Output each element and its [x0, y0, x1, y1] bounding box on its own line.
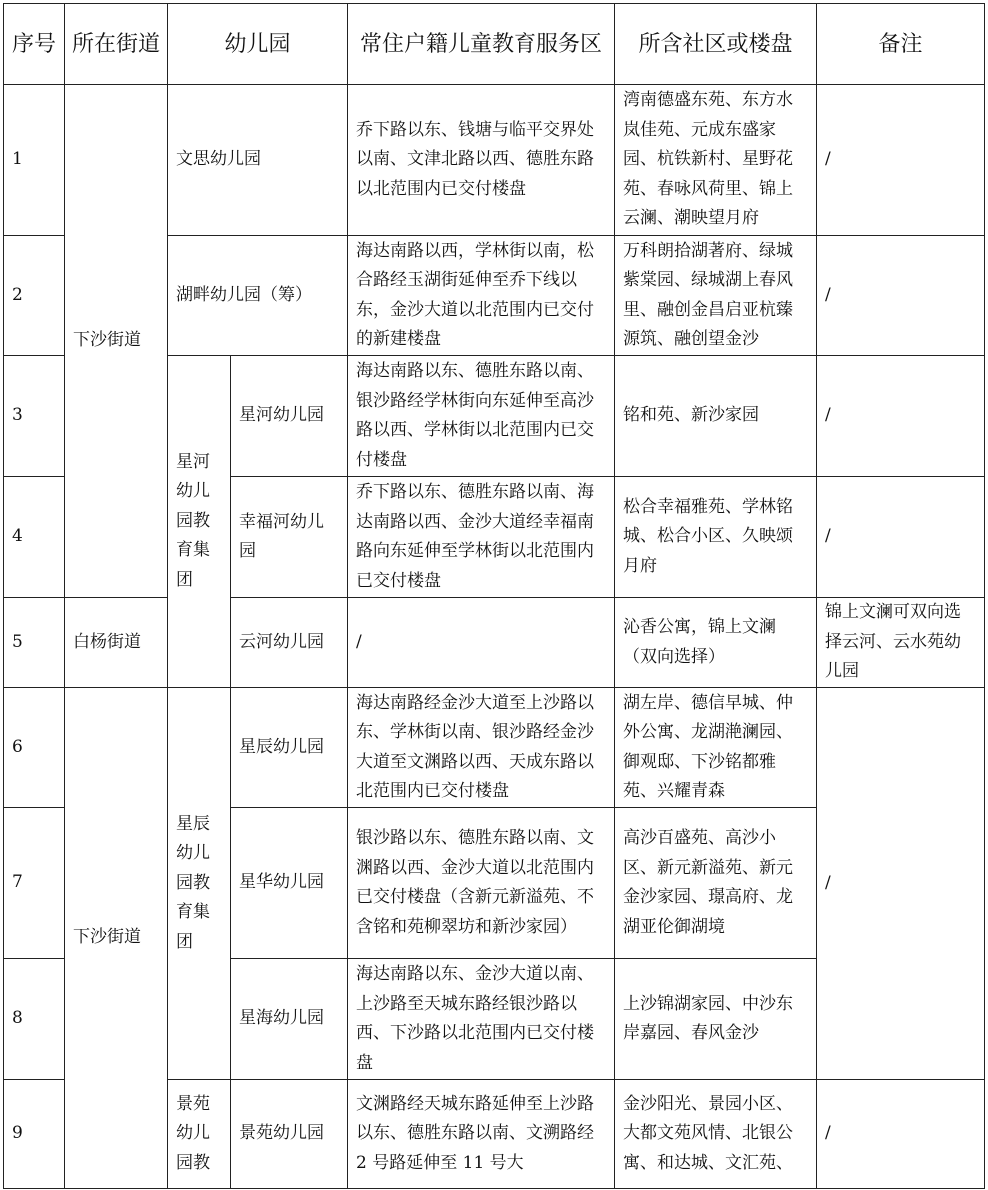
header-remark: 备注 [817, 4, 985, 85]
header-communities: 所含社区或楼盘 [615, 4, 817, 85]
service-area: 文渊路经天城东路延伸至上沙路以东、德胜东路以南、文溯路经 2 号路延伸至 11 号大 [348, 1080, 615, 1189]
group-cell-xinghe: 星河幼儿园教育集团 [168, 356, 231, 688]
row-seq: 7 [4, 808, 65, 959]
row-seq: 1 [4, 85, 65, 236]
row-seq: 3 [4, 356, 65, 477]
header-row [4, 4, 985, 85]
service-area: 海达南路经金沙大道至上沙路以东、学林街以南、银沙路经金沙大道至文渊路以西、天成东路以北范围内已交付楼盘 [348, 688, 615, 808]
communities: 金沙阳光、景园小区、大都文苑风情、北银公寓、和达城、文汇苑、 [615, 1080, 817, 1189]
kindergarten-name: 星河幼儿园 [231, 356, 348, 477]
row-seq: 4 [4, 477, 65, 598]
remark: / [817, 477, 985, 598]
service-area: 海达南路以东、金沙大道以南、上沙路至天城东路经银沙路以西、下沙路以北范围内已交付楼盘 [348, 959, 615, 1080]
street-cell: 白杨街道 [65, 598, 168, 688]
group-cell-xingchen: 星辰幼儿园教育集团 [168, 688, 231, 1080]
kindergarten-name: 星辰幼儿园 [231, 688, 348, 808]
communities: 铭和苑、新沙家园 [615, 356, 817, 477]
remark: / [817, 356, 985, 477]
remark: / [817, 1080, 985, 1189]
service-area: 乔下路以东、德胜东路以南、海达南路以西、金沙大道经幸福南路向东延伸至学林街以北范围内已交付楼盘 [348, 477, 615, 598]
row-seq: 9 [4, 1080, 65, 1189]
header-seq: 序号 [4, 4, 65, 85]
remark: 锦上文澜可双向选择云河、云水苑幼儿园 [817, 598, 985, 688]
kindergarten-name: 景苑幼儿园 [231, 1080, 348, 1189]
row-seq: 8 [4, 959, 65, 1080]
table-row [4, 598, 985, 688]
service-area: 海达南路以西，学林街以南，松合路经玉湖街延伸至乔下线以东，金沙大道以北范围内已交付的新建楼盘 [348, 236, 615, 356]
kindergarten-name: 云河幼儿园 [231, 598, 348, 688]
header-service-area: 常住户籍儿童教育服务区 [348, 4, 615, 85]
communities: 松合幸福雅苑、学林铭城、松合小区、久映颂月府 [615, 477, 817, 598]
row-seq: 2 [4, 236, 65, 356]
communities: 高沙百盛苑、高沙小区、新元新溢苑、新元金沙家园、璟高府、龙湖亚伦御湖境 [615, 808, 817, 959]
enrollment-table [3, 3, 985, 1189]
service-area: 海达南路以东、德胜东路以南、银沙路经学林街向东延伸至高沙路以西、学林街以北范围内已交付楼盘 [348, 356, 615, 477]
service-area: 乔下路以东、钱塘与临平交界处以南、文津北路以西、德胜东路以北范围内已交付楼盘 [348, 85, 615, 236]
header-street: 所在街道 [65, 4, 168, 85]
table-row [4, 85, 985, 236]
table-row [4, 688, 985, 808]
remark: / [817, 236, 985, 356]
row-seq: 5 [4, 598, 65, 688]
remark: / [817, 85, 985, 236]
communities: 湾南德盛东苑、东方水岚佳苑、元成东盛家园、杭铁新村、星野花苑、春咏风荷里、锦上云澜、潮映望月府 [615, 85, 817, 236]
kindergarten-name: 文思幼儿园 [168, 85, 348, 236]
remark: / [817, 688, 985, 1080]
service-area: 银沙路以东、德胜东路以南、文渊路以西、金沙大道以北范围内已交付楼盘（含新元新溢苑、不含铭和苑柳翠坊和新沙家园） [348, 808, 615, 959]
kindergarten-name: 幸福河幼儿园 [231, 477, 348, 598]
communities: 上沙锦湖家园、中沙东岸嘉园、春风金沙 [615, 959, 817, 1080]
communities: 万科朗拾湖著府、绿城紫棠园、绿城湖上春风里、融创金昌启亚杭臻源筑、融创望金沙 [615, 236, 817, 356]
service-area: / [348, 598, 615, 688]
kindergarten-name: 星海幼儿园 [231, 959, 348, 1080]
header-kindergarten: 幼儿园 [168, 4, 348, 85]
communities: 湖左岸、德信早城、仲外公寓、龙湖滟澜园、御观邸、下沙铭都雅苑、兴耀青森 [615, 688, 817, 808]
row-seq: 6 [4, 688, 65, 808]
group-cell-jingyuan: 景苑幼儿园教 [168, 1080, 231, 1189]
communities: 沁香公寓，锦上文澜（双向选择） [615, 598, 817, 688]
street-cell: 下沙街道 [65, 85, 168, 598]
street-cell: 下沙街道 [65, 688, 168, 1189]
kindergarten-name: 星华幼儿园 [231, 808, 348, 959]
kindergarten-name: 湖畔幼儿园（筹） [168, 236, 348, 356]
